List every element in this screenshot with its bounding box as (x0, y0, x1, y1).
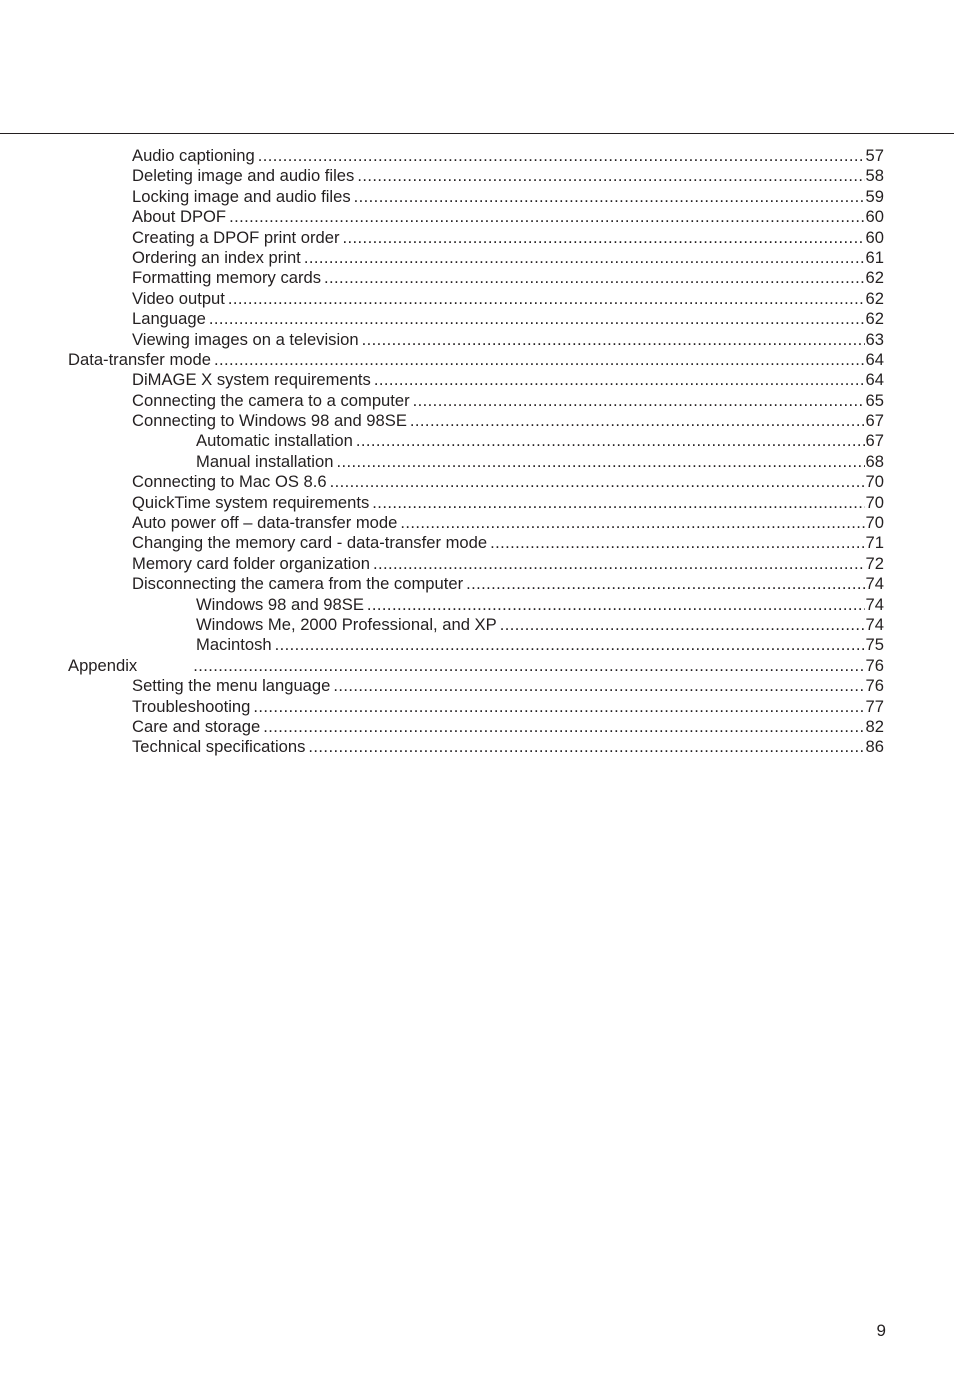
toc-entry-row (68, 350, 884, 370)
toc-entry-title: Memory card folder organization (132, 553, 370, 573)
toc-dot-leader (362, 330, 865, 350)
toc-dot-leader (253, 697, 864, 717)
toc-entry-page: 70 (865, 472, 884, 492)
toc-dot-leader (466, 574, 864, 594)
toc-dot-leader (263, 717, 864, 737)
toc-dot-leader (324, 268, 865, 288)
toc-subsection-entry (0, 228, 954, 248)
toc-entry-title: Care and storage (132, 716, 261, 736)
toc-subsection-entry (0, 472, 954, 492)
toc-dot-leader (258, 146, 865, 166)
toc-entry-page: 82 (865, 716, 884, 736)
toc-entry-row (132, 309, 884, 329)
toc-entry-title: Creating a DPOF print order (132, 227, 340, 247)
toc-entry-title: Manual installation (196, 451, 334, 471)
toc-entry-row (132, 391, 884, 411)
toc-entry-row (132, 166, 884, 186)
toc-subsubsection-entry (0, 452, 954, 472)
toc-entry-title: About DPOF (132, 207, 227, 227)
toc-subsection-entry (0, 411, 954, 431)
toc-dot-leader (228, 289, 865, 309)
toc-entry-title: Troubleshooting (132, 696, 251, 716)
toc-subsection-entry (0, 207, 954, 227)
toc-entry-page: 64 (865, 370, 884, 390)
toc-entry-row (132, 533, 884, 553)
toc-entry-row (132, 248, 884, 268)
toc-entry-page: 77 (865, 696, 884, 716)
toc-subsection-entry (0, 166, 954, 186)
toc-entry-row (132, 268, 884, 288)
toc-entry-page: 76 (865, 655, 884, 675)
toc-entry-title: Windows 98 and 98SE (196, 594, 364, 614)
toc-entry-title: Macintosh (196, 635, 272, 655)
toc-entry-row (196, 452, 884, 472)
toc-subsubsection-entry (0, 431, 954, 451)
toc-entry-title: Formatting memory cards (132, 268, 322, 288)
toc-dot-leader (357, 166, 864, 186)
toc-entry-page: 74 (865, 594, 884, 614)
toc-subsection-entry (0, 391, 954, 411)
toc-entry-title: Windows Me, 2000 Professional, and XP (196, 614, 497, 634)
toc-section-entry (0, 350, 954, 370)
toc-entry-page: 63 (865, 329, 884, 349)
toc-dot-leader (367, 595, 865, 615)
toc-entry-row (196, 615, 884, 635)
toc-section-entry (0, 656, 954, 676)
toc-dot-leader (304, 248, 865, 268)
toc-dot-leader (209, 309, 865, 329)
toc-subsection-entry (0, 289, 954, 309)
toc-subsection-entry (0, 717, 954, 737)
toc-entry-title: Viewing images on a television (132, 329, 359, 349)
toc-entry-row (132, 207, 884, 227)
toc-subsection-entry (0, 370, 954, 390)
toc-dot-leader (229, 207, 864, 227)
toc-entry-page: 75 (865, 635, 884, 655)
toc-entry-title: DiMAGE X system requirements (132, 370, 371, 390)
toc-dot-leader (275, 635, 865, 655)
toc-entry-page: 70 (865, 492, 884, 512)
toc-entry-page: 74 (865, 614, 884, 634)
toc-entry-page: 67 (865, 431, 884, 451)
toc-dot-leader (372, 493, 864, 513)
page-number: 9 (876, 1321, 886, 1340)
toc-entry-row (196, 635, 884, 655)
toc-subsection-entry (0, 676, 954, 696)
toc-entry-page: 70 (865, 513, 884, 533)
toc-entry-row (132, 574, 884, 594)
header-rule (0, 133, 954, 134)
toc-entry-page: 58 (865, 166, 884, 186)
toc-entry-title: Appendix (68, 655, 138, 675)
toc-entry-page: 61 (865, 247, 884, 267)
toc-subsection-entry (0, 248, 954, 268)
toc-entry-row (132, 493, 884, 513)
table-of-contents (0, 146, 954, 758)
toc-entry-row (132, 330, 884, 350)
toc-entry-row (132, 187, 884, 207)
toc-entry-row (132, 676, 884, 696)
toc-entry-row (196, 595, 884, 615)
toc-entry-page: 76 (865, 676, 884, 696)
toc-subsection-entry (0, 697, 954, 717)
toc-dot-leader (400, 513, 864, 533)
toc-entry-title: Deleting image and audio files (132, 166, 355, 186)
toc-entry-title: Automatic installation (196, 431, 353, 451)
toc-entry-page: 59 (865, 186, 884, 206)
toc-entry-row (132, 737, 884, 757)
toc-subsection-entry (0, 187, 954, 207)
toc-dot-leader (308, 737, 864, 757)
toc-dot-leader (356, 431, 865, 451)
toc-subsection-entry (0, 513, 954, 533)
toc-entry-row (132, 411, 884, 431)
toc-entry-row (68, 656, 884, 676)
toc-entry-title: Auto power off – data-transfer mode (132, 513, 398, 533)
toc-entry-page: 64 (865, 349, 884, 369)
toc-entry-title: Technical specifications (132, 737, 306, 757)
toc-entry-title: Locking image and audio files (132, 186, 351, 206)
toc-entry-page: 62 (865, 268, 884, 288)
toc-subsection-entry (0, 146, 954, 166)
toc-entry-title: Connecting the camera to a computer (132, 390, 410, 410)
toc-entry-title: Data-transfer mode (68, 349, 211, 369)
toc-entry-title: Changing the memory card - data-transfer mode (132, 533, 488, 553)
toc-entry-page: 68 (865, 451, 884, 471)
toc-entry-row (132, 554, 884, 574)
toc-dot-leader (343, 228, 865, 248)
toc-dot-leader (333, 676, 864, 696)
toc-dot-leader (214, 350, 865, 370)
toc-entry-page: 65 (865, 390, 884, 410)
toc-entry-title: QuickTime system requirements (132, 492, 370, 512)
toc-subsection-entry (0, 309, 954, 329)
toc-subsection-entry (0, 554, 954, 574)
toc-subsubsection-entry (0, 615, 954, 635)
toc-dot-leader (336, 452, 864, 472)
toc-subsection-entry (0, 533, 954, 553)
toc-entry-title: Setting the menu language (132, 676, 331, 696)
toc-entry-page: 86 (865, 737, 884, 757)
toc-entry-row (132, 146, 884, 166)
toc-dot-leader (490, 533, 864, 553)
toc-entry-title: Ordering an index print (132, 247, 301, 267)
toc-entry-row (132, 513, 884, 533)
toc-dot-leader (500, 615, 865, 635)
toc-subsubsection-entry (0, 595, 954, 615)
toc-dot-leader (354, 187, 865, 207)
toc-subsection-entry (0, 268, 954, 288)
toc-subsection-entry (0, 330, 954, 350)
toc-entry-page: 62 (865, 288, 884, 308)
toc-dot-leader (410, 411, 865, 431)
toc-subsection-entry (0, 574, 954, 594)
toc-entry-page: 71 (865, 533, 884, 553)
toc-entry-row (132, 228, 884, 248)
toc-entry-title: Video output (132, 288, 225, 308)
toc-entry-row (132, 697, 884, 717)
toc-entry-page: 60 (865, 207, 884, 227)
toc-subsection-entry (0, 493, 954, 513)
toc-entry-row (196, 431, 884, 451)
toc-dot-leader (374, 370, 865, 390)
toc-entry-row (132, 370, 884, 390)
toc-entry-page: 60 (865, 227, 884, 247)
toc-dot-leader (330, 472, 865, 492)
toc-subsection-entry (0, 737, 954, 757)
toc-entry-page: 57 (865, 146, 884, 165)
toc-entry-page: 62 (865, 309, 884, 329)
toc-dot-leader (193, 656, 864, 676)
toc-entry-title: Disconnecting the camera from the computer (132, 574, 464, 594)
toc-entry-title: Connecting to Mac OS 8.6 (132, 472, 327, 492)
toc-entry-row (132, 472, 884, 492)
toc-entry-page: 74 (865, 574, 884, 594)
toc-entry-row (132, 717, 884, 737)
toc-entry-page: 72 (865, 553, 884, 573)
toc-dot-leader (413, 391, 865, 411)
toc-entry-title: Connecting to Windows 98 and 98SE (132, 411, 407, 431)
toc-entry-page: 67 (865, 411, 884, 431)
toc-entry-title: Audio captioning (132, 146, 255, 165)
toc-dot-leader (373, 554, 865, 574)
toc-entry-row (132, 289, 884, 309)
toc-subsubsection-entry (0, 635, 954, 655)
toc-entry-title: Language (132, 309, 206, 329)
